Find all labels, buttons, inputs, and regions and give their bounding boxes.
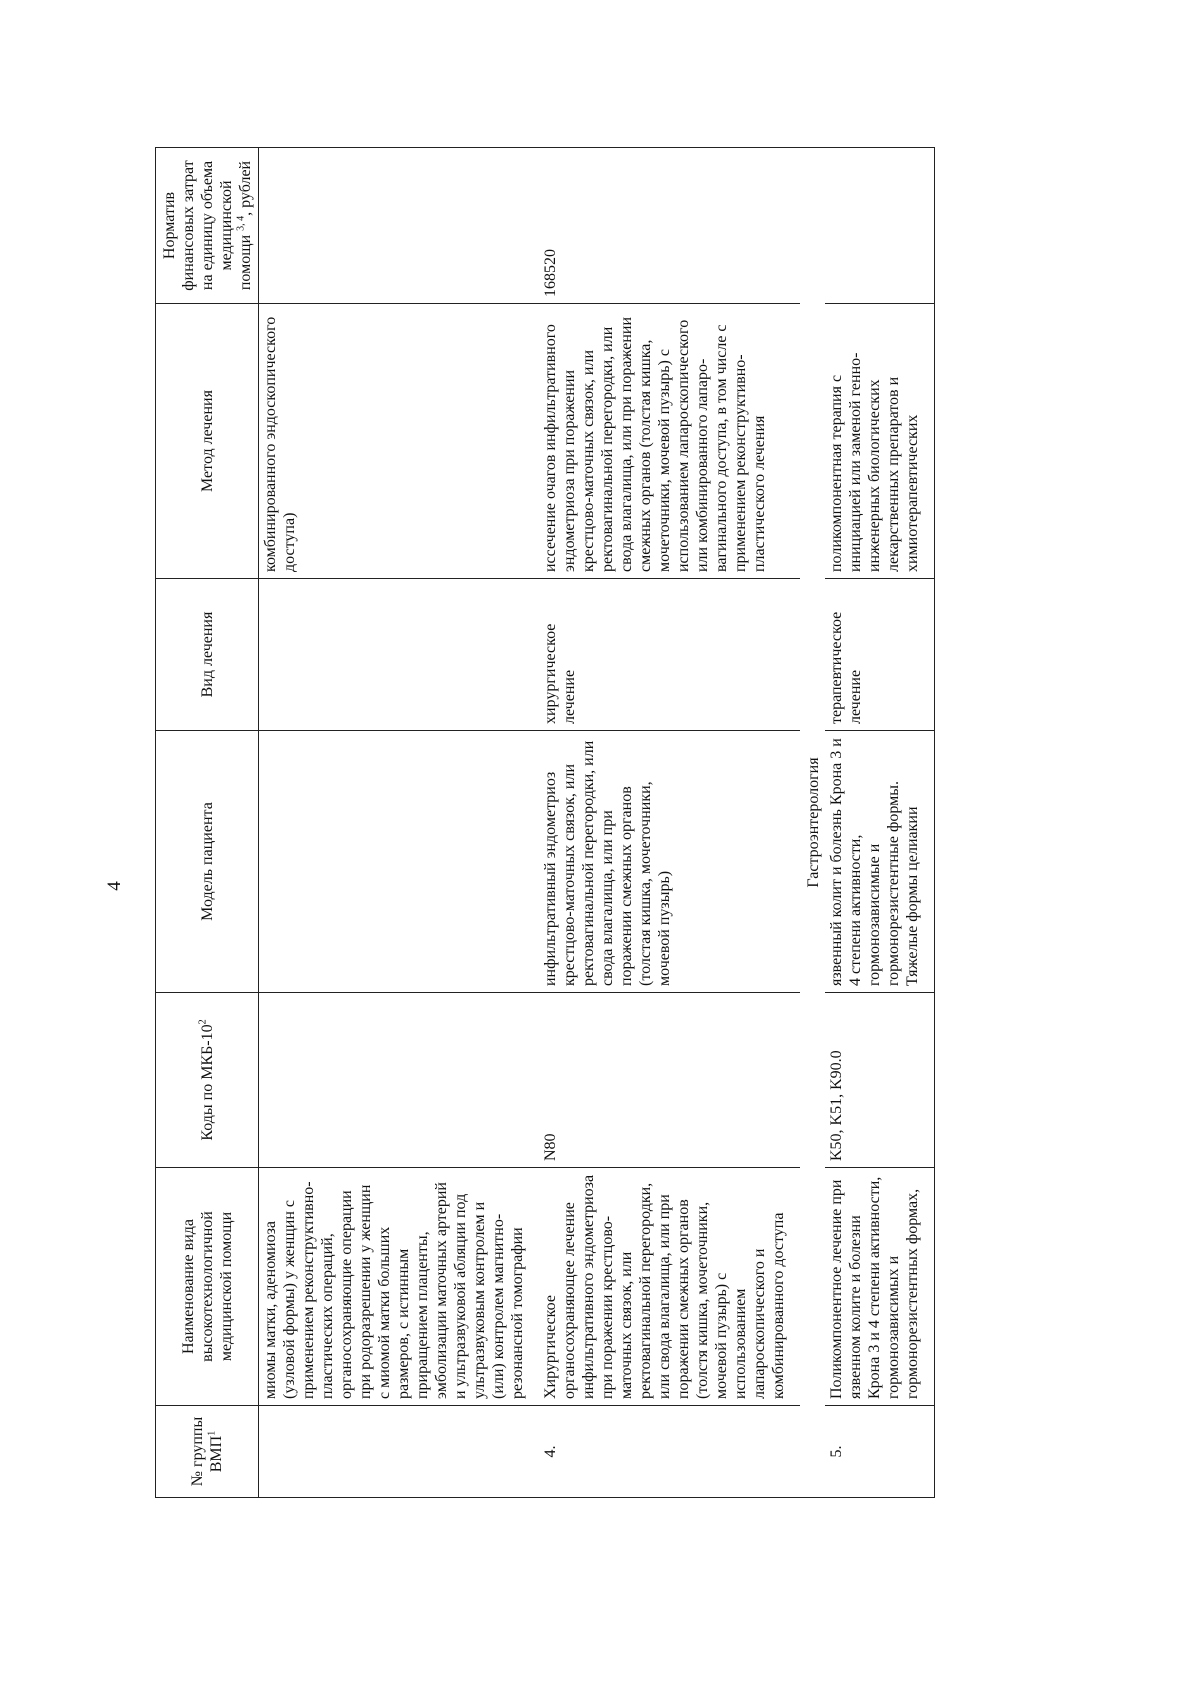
table-row <box>825 148 935 1498</box>
section-title: Гастроэнтерология <box>800 148 825 1498</box>
cell-group-number: 5. <box>825 1406 935 1498</box>
cell-vmp-name: Хирургическое органосохраняющее лечение инфильтративного эндометриоза при поражении крестцово-маточных связок, или ректовагинальной перегородки, или свода влагалища, или при поражении смежных органов (толстя кишка, мочеточники, мочевой пузырь) с использованием лапароскопического и комбинированного доступа <box>539 1168 800 1406</box>
header-group-number: № группы ВМП$^1$ <box>156 1406 259 1498</box>
cell-treatment-type: терапевтическое лечение <box>825 579 935 731</box>
cell-treatment-method: комбинированного эндоскопического доступа) <box>259 304 540 579</box>
cell-treatment-method: иссечение очагов инфильтративного эндометриоза при поражении крестцово-маточных связок, или ректовагинальной перегородки, или свода влагалища, или при поражении смежных органов (толстая кишка, мочеточники, мочевой пузырь) с использованием лапароскопического или комбинированного лапаро-вагинального доступа, в том числе с применением реконструктивно-пластического лечения <box>539 304 800 579</box>
cell-icd-codes: N80 <box>539 993 800 1168</box>
cell-treatment-type: хирургическое лечение <box>539 579 800 731</box>
cell-icd-codes <box>259 993 540 1168</box>
cell-cost-norm <box>825 148 935 304</box>
header-vmp-name: Наименование вида высокотехнологичной медицинской помощи <box>156 1168 259 1406</box>
cell-patient-model: язвенный колит и болезнь Крона 3 и 4 степени активности, гормонозависимые и гормонорезистентные формы. Тяжелые формы целиакии <box>825 731 935 993</box>
table-row <box>539 148 800 1498</box>
header-icd-codes: Коды по МКБ-$10^2$ <box>156 993 259 1168</box>
cell-vmp-name: миомы матки, аденомиоза (узловой формы) у женщин с применением реконструктивно-пластических операций, органосохраняющие операции при родоразрешении у женщин с миомой матки больших размеров, с истинным приращением плаценты, эмболизации маточных артерий и ультразвуковой абляции под ультразвуковым контролем и (или) контролем магнитно-резонансной томографии <box>259 1168 540 1406</box>
cell-group-number: 4. <box>539 1406 800 1498</box>
header-treatment-type: Вид лечения <box>156 579 259 731</box>
cell-patient-model: инфильтративный эндометриоз крестцово-маточных связок, или ректовагинальной перегородки, или свода влагалища, или при поражении смежных органов (толстая кишка, мочеточники, мочевой пузырь) <box>539 731 800 993</box>
header-patient-model: Модель пациента <box>156 731 259 993</box>
cell-patient-model <box>259 731 540 993</box>
cell-treatment-type <box>259 579 540 731</box>
cell-group-number <box>259 1406 540 1498</box>
cell-vmp-name: Поликомпонентное лечение при язвенном колите и болезни Крона 3 и 4 степени активности, гормонозависимых и гормонорезистентных формах, <box>825 1168 935 1406</box>
cell-cost-norm: 168520 <box>539 148 800 304</box>
page-number: 4 <box>104 881 125 891</box>
header-treatment-method: Метод лечения <box>156 304 259 579</box>
cell-icd-codes: K50, K51, K90.0 <box>825 993 935 1168</box>
section-row <box>800 148 825 1498</box>
table-row <box>259 148 540 1498</box>
vmp-table <box>155 147 935 1498</box>
table-header-row <box>156 148 259 1498</box>
cell-cost-norm <box>259 148 540 304</box>
header-cost-norm: Норматив финансовых затрат на единицу объема медицинской помощи $^{3, 4}$, рублей <box>156 148 259 304</box>
cell-treatment-method: поликомпонентная терапия с инициацией или заменой генно-инженерных биологических лекарственных препаратов и химиотерапевтических <box>825 304 935 579</box>
